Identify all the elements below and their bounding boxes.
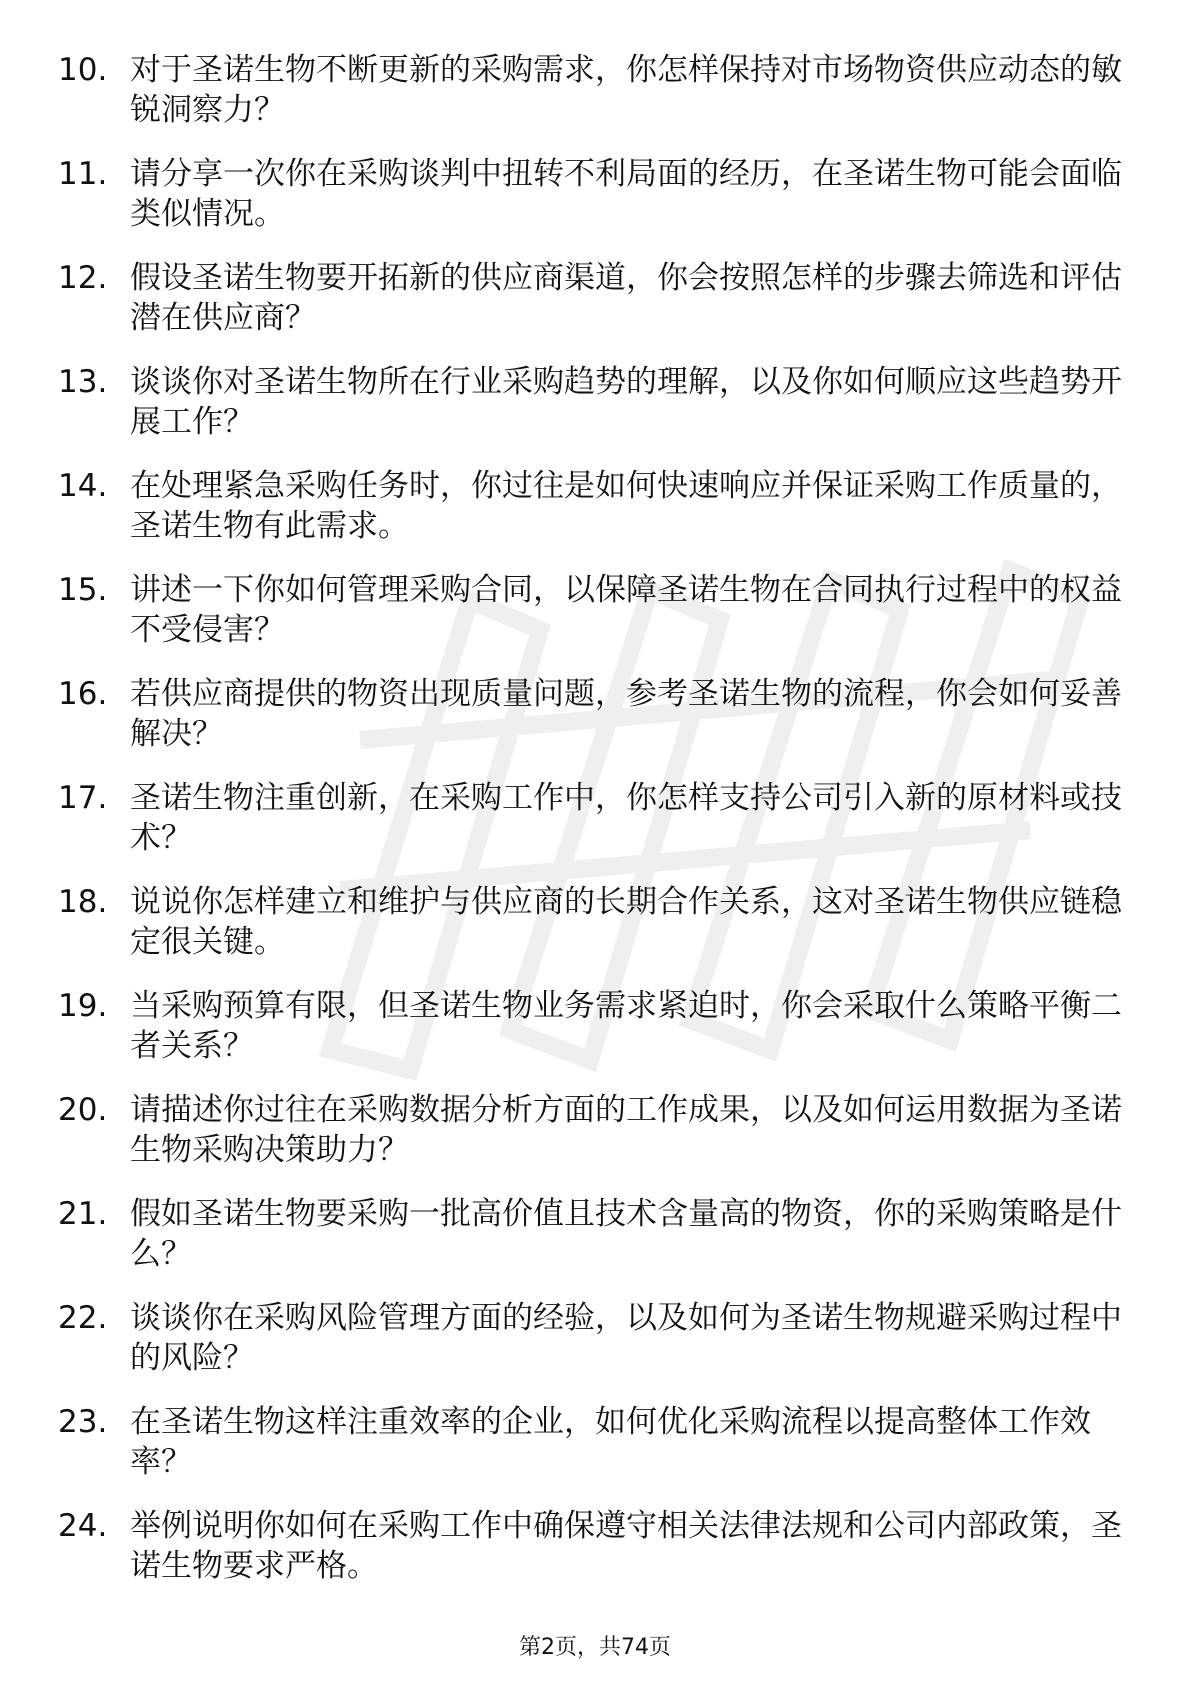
- question-item: [58, 466, 1128, 546]
- question-item: [58, 362, 1128, 442]
- question-text: 请描述你过往在采购数据分析方面的工作成果，以及如何运用数据为圣诺生物采购决策助力？: [130, 1092, 1122, 1168]
- question-text: 请分享一次你在采购谈判中扭转不利局面的经历，在圣诺生物可能会面临类似情况。: [130, 156, 1122, 232]
- question-item: [58, 1090, 1128, 1170]
- question-number: 19.: [58, 988, 108, 1024]
- question-text: 假如圣诺生物要采购一批高价值且技术含量高的物资，你的采购策略是什么？: [130, 1196, 1122, 1272]
- question-number: 20.: [58, 1092, 108, 1128]
- question-item: [58, 50, 1128, 130]
- question-number: 15.: [58, 572, 108, 608]
- question-number: 14.: [58, 468, 108, 504]
- question-text: 圣诺生物注重创新，在采购工作中，你怎样支持公司引入新的原材料或技术？: [130, 780, 1122, 856]
- question-item: [58, 258, 1128, 338]
- question-item: [58, 570, 1128, 650]
- question-text: 假设圣诺生物要开拓新的供应商渠道，你会按照怎样的步骤去筛选和评估潜在供应商？: [130, 260, 1122, 336]
- question-number: 21.: [58, 1196, 108, 1232]
- page-number-label: 第2页，共74页: [519, 1635, 671, 1660]
- question-number: 24.: [58, 1508, 108, 1544]
- question-text: 谈谈你对圣诺生物所在行业采购趋势的理解，以及你如何顺应这些趋势开展工作？: [130, 364, 1122, 440]
- question-item: [58, 1402, 1128, 1482]
- question-item: [58, 1506, 1128, 1586]
- question-number: 11.: [58, 156, 108, 192]
- question-text: 对于圣诺生物不断更新的采购需求，你怎样保持对市场物资供应动态的敏锐洞察力？: [130, 52, 1122, 128]
- question-list: [58, 50, 1128, 1610]
- question-number: 10.: [58, 52, 108, 88]
- question-number: 18.: [58, 884, 108, 920]
- question-text: 说说你怎样建立和维护与供应商的长期合作关系，这对圣诺生物供应链稳定很关键。: [130, 884, 1122, 960]
- question-text: 举例说明你如何在采购工作中确保遵守相关法律法规和公司内部政策，圣诺生物要求严格。: [130, 1508, 1122, 1584]
- question-item: [58, 1194, 1128, 1274]
- question-text: 在圣诺生物这样注重效率的企业，如何优化采购流程以提高整体工作效率？: [130, 1404, 1091, 1480]
- question-item: [58, 986, 1128, 1066]
- question-text: 谈谈你在采购风险管理方面的经验，以及如何为圣诺生物规避采购过程中的风险？: [130, 1300, 1122, 1376]
- question-text: 当采购预算有限，但圣诺生物业务需求紧迫时，你会采取什么策略平衡二者关系？: [130, 988, 1122, 1064]
- question-text: 在处理紧急采购任务时，你过往是如何快速响应并保证采购工作质量的，圣诺生物有此需求。: [130, 468, 1122, 544]
- question-number: 13.: [58, 364, 108, 400]
- question-number: 12.: [58, 260, 108, 296]
- question-number: 23.: [58, 1404, 108, 1440]
- question-text: 若供应商提供的物资出现质量问题，参考圣诺生物的流程，你会如何妥善解决？: [130, 676, 1122, 752]
- question-item: [58, 674, 1128, 754]
- page-footer: [0, 1634, 1190, 1662]
- question-number: 17.: [58, 780, 108, 816]
- question-item: [58, 1298, 1128, 1378]
- question-number: 22.: [58, 1300, 108, 1336]
- question-number: 16.: [58, 676, 108, 712]
- question-item: [58, 778, 1128, 858]
- question-item: [58, 882, 1128, 962]
- question-item: [58, 154, 1128, 234]
- question-text: 讲述一下你如何管理采购合同，以保障圣诺生物在合同执行过程中的权益不受侵害？: [130, 572, 1122, 648]
